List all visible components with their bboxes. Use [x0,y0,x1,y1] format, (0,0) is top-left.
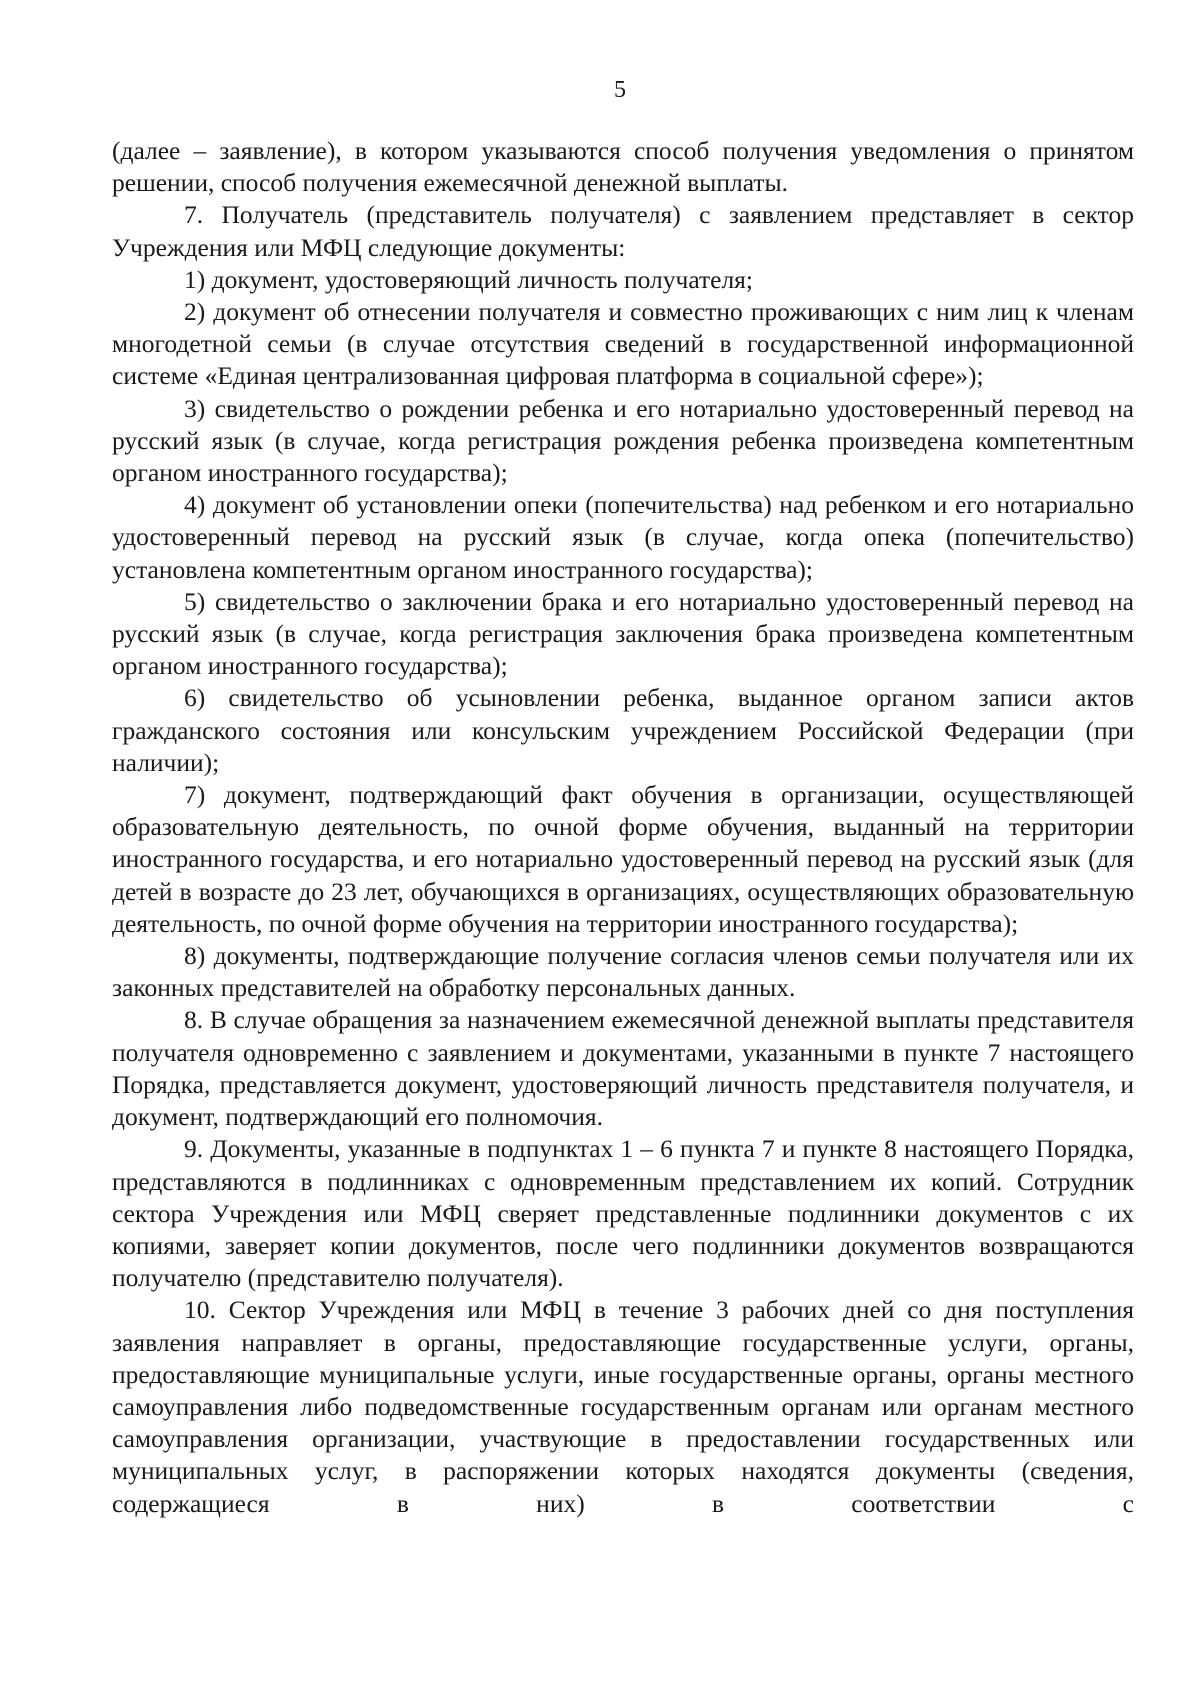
document-body [112,135,1134,1520]
list-item-2: 2) документ об отнесении получателя и совместно проживающих с ним лиц к членам многодетной семьи (в случае отсутствия сведений в государственной информационной системе «Единая централизованная цифровая платформа в социальной сфере»); [112,297,1134,391]
page-number: 5 [614,77,626,103]
paragraph-clause-10: 10. Сектор Учреждения или МФЦ в течение 3 рабочих дней со дня поступления заявления направляет в органы, предоставляющие государственные услуги, органы, предоставляющие муниципальные услуги, иные государственные органы, органы местного самоуправления либо подведомственные государственным органам или органам местного самоуправления организации, участвующие в предоставлении государственных или муниципальных услуг, в распоряжении которых находятся документы (сведения, содержащиеся в них) в соответствии с [112,1295,1134,1518]
list-item-6: 6) свидетельство об усыновлении ребенка, выданное органом записи актов гражданского состояния или консульским учреждением Российской Федерации (при наличии); [112,683,1134,777]
list-item-1: 1) документ, удостоверяющий личность получателя; [184,264,753,294]
list-item-3: 3) свидетельство о рождении ребенка и его нотариально удостоверенный перевод на русский язык (в случае, когда регистрация рождения ребенка произведена компетентным органом иностранного государства); [112,393,1134,488]
list-item-5: 5) свидетельство о заключении брака и его нотариально удостоверенный перевод на русский язык (в случае, когда регистрация заключения брака произведена компетентным органом иностранного государства); [112,586,1134,681]
paragraph-clause-9: 9. Документы, указанные в подпунктах 1 – 6 пункта 7 и пункте 8 настоящего Порядка, представляются в подлинниках с одновременным представлением их копий. Сотрудник сектора Учреждения или МФЦ сверяет представленные подлинники документов с их копиями, заверяет копии документов, после чего подлинники документов возвращаются получателю (представителю получателя). [112,1134,1134,1293]
paragraph-clause-7: 7. Получатель (представитель получателя) с заявлением представляет в сектор Учреждения или МФЦ следующие документы: [112,200,1134,262]
paragraph-continuation: (далее – заявление), в котором указываются способ получения уведомления о принятом решении, способ получения ежемесячной денежной выплаты. [112,136,1134,198]
list-item-7: 7) документ, подтверждающий факт обучения в организации, осуществляющей образовательную деятельность, по очной форме обучения, выданный на территории иностранного государства, и его нотариально удостоверенный перевод на русский язык (для детей в возрасте до 23 лет, обучающихся в организациях, осуществляющих образовательную деятельность, по очной форме обучения на территории иностранного государства); [112,780,1134,938]
list-item-8: 8) документы, подтверждающие получение согласия членов семьи получателя или их законных представителей на обработку персональных данных. [112,941,1134,1003]
list-item-4: 4) документ об установлении опеки (попечительства) над ребенком и его нотариально удостоверенный перевод на русский язык (в случае, когда опека (попечительство) установлена компетентным органом иностранного государства); [112,490,1134,584]
paragraph-clause-8: 8. В случае обращения за назначением ежемесячной денежной выплаты представителя получателя одновременно с заявлением и документами, указанными в пункте 7 настоящего Порядка, представляется документ, удостоверяющий личность представителя получателя, и документ, подтверждающий его полномочия. [112,1005,1134,1132]
